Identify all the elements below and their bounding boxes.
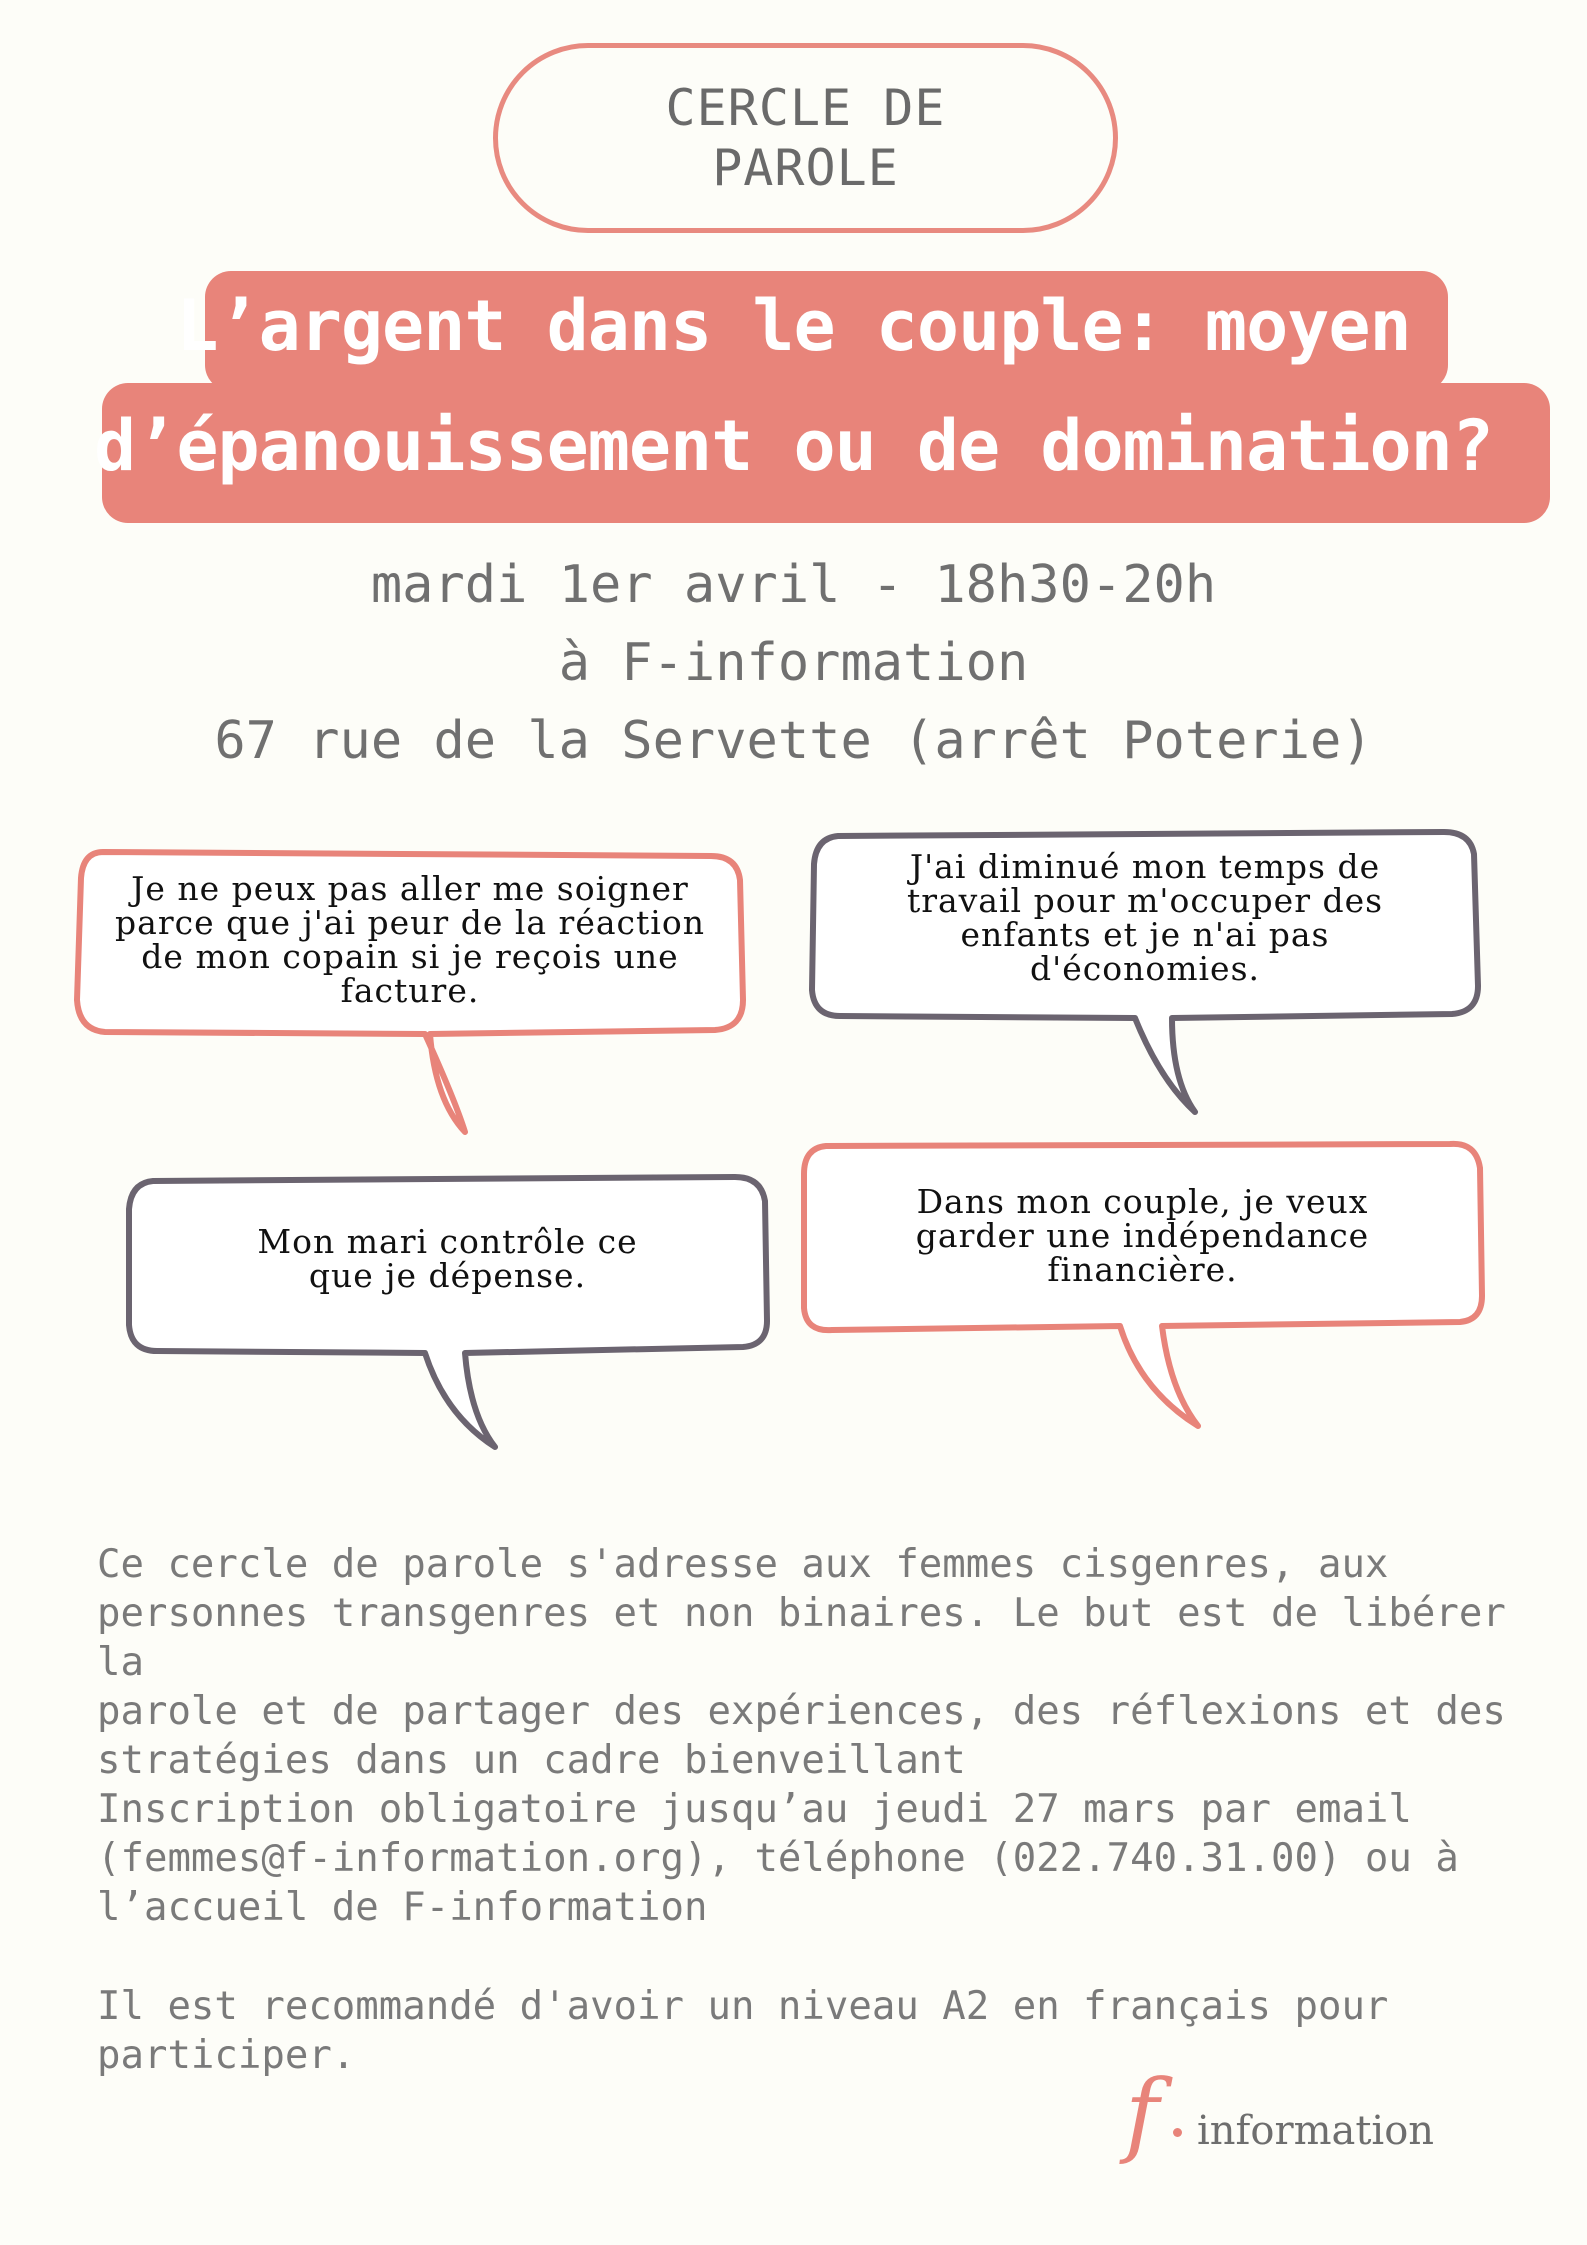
info-paragraph-registration — [97, 1785, 1517, 1932]
info-p3-line-2: participer. — [97, 2033, 356, 2078]
info-p2-line-2: (femmes@f-information.org), téléphone (022.740.31.00) ou à — [97, 1836, 1459, 1881]
logo-letter: f — [1125, 2060, 1160, 2167]
info-p3-line-1: Il est recommandé d'avoir un niveau A2 en français pour — [97, 1984, 1389, 2029]
speech-bubble-outline — [125, 1175, 770, 1450]
title-line-2: d’épanouissement ou de domination? — [94, 405, 1493, 487]
quote-bubble-2 — [810, 830, 1480, 1115]
header-line-1: CERCLE DE — [665, 79, 946, 137]
quote-4-line-1: Dans mon couple, je veux — [916, 1182, 1369, 1221]
info-p1-line-1: Ce cercle de parole s'adresse aux femmes cisgenres, aux — [97, 1542, 1389, 1587]
quote-2-line-1: J'ai diminué mon temps de — [909, 847, 1381, 886]
quote-3-line-1: Mon mari contrôle ce — [257, 1222, 638, 1261]
info-p1-line-2: personnes transgenres et non binaires. Le but est de libérer la — [97, 1591, 1506, 1685]
event-address: 67 rue de la Servette (arrêt Poterie) — [214, 711, 1373, 771]
quote-4-line-3: financière. — [1047, 1250, 1238, 1289]
quote-3-line-2: que je dépense. — [308, 1256, 587, 1295]
quote-2-line-2: travail pour m'occuper des — [906, 881, 1384, 920]
event-datetime: mardi 1er avril - 18h30-20h — [370, 555, 1217, 615]
quote-bubble-4 — [800, 1140, 1485, 1430]
info-p1-line-3: parole et de partager des expériences, des réflexions et des — [97, 1689, 1506, 1734]
title-line-1: L’argent dans le couple: moyen — [176, 285, 1411, 367]
info-p1-line-4: stratégies dans un cadre bienveillant — [97, 1738, 966, 1783]
f-information-logo — [1125, 2060, 1455, 2180]
logo-word: information — [1197, 2108, 1435, 2154]
quote-2-line-3: enfants et je n'ai pas — [960, 915, 1330, 954]
quote-1-line-3: de mon copain si je reçois une — [141, 937, 679, 976]
quote-bubble-1 — [75, 850, 745, 1135]
logo-dot-icon — [1173, 2128, 1182, 2137]
event-place: à F-information — [558, 633, 1029, 693]
quote-bubble-3 — [125, 1175, 770, 1450]
info-p2-line-1: Inscription obligatoire jusqu’au jeudi 27 mars par email — [97, 1787, 1412, 1832]
quote-2-line-4: d'économies. — [1030, 949, 1260, 988]
info-paragraph-audience — [97, 1540, 1517, 1785]
quote-1-line-4: facture. — [340, 971, 480, 1010]
quote-1-line-1: Je ne peux pas aller me soigner — [131, 869, 689, 908]
header-line-2: PAROLE — [712, 139, 899, 197]
quote-4-line-2: garder une indépendance — [915, 1216, 1370, 1255]
info-p2-line-3: l’accueil de F-information — [97, 1885, 708, 1930]
circle-header-pill — [493, 43, 1118, 233]
quote-1-line-2: parce que j'ai peur de la réaction — [115, 903, 705, 942]
